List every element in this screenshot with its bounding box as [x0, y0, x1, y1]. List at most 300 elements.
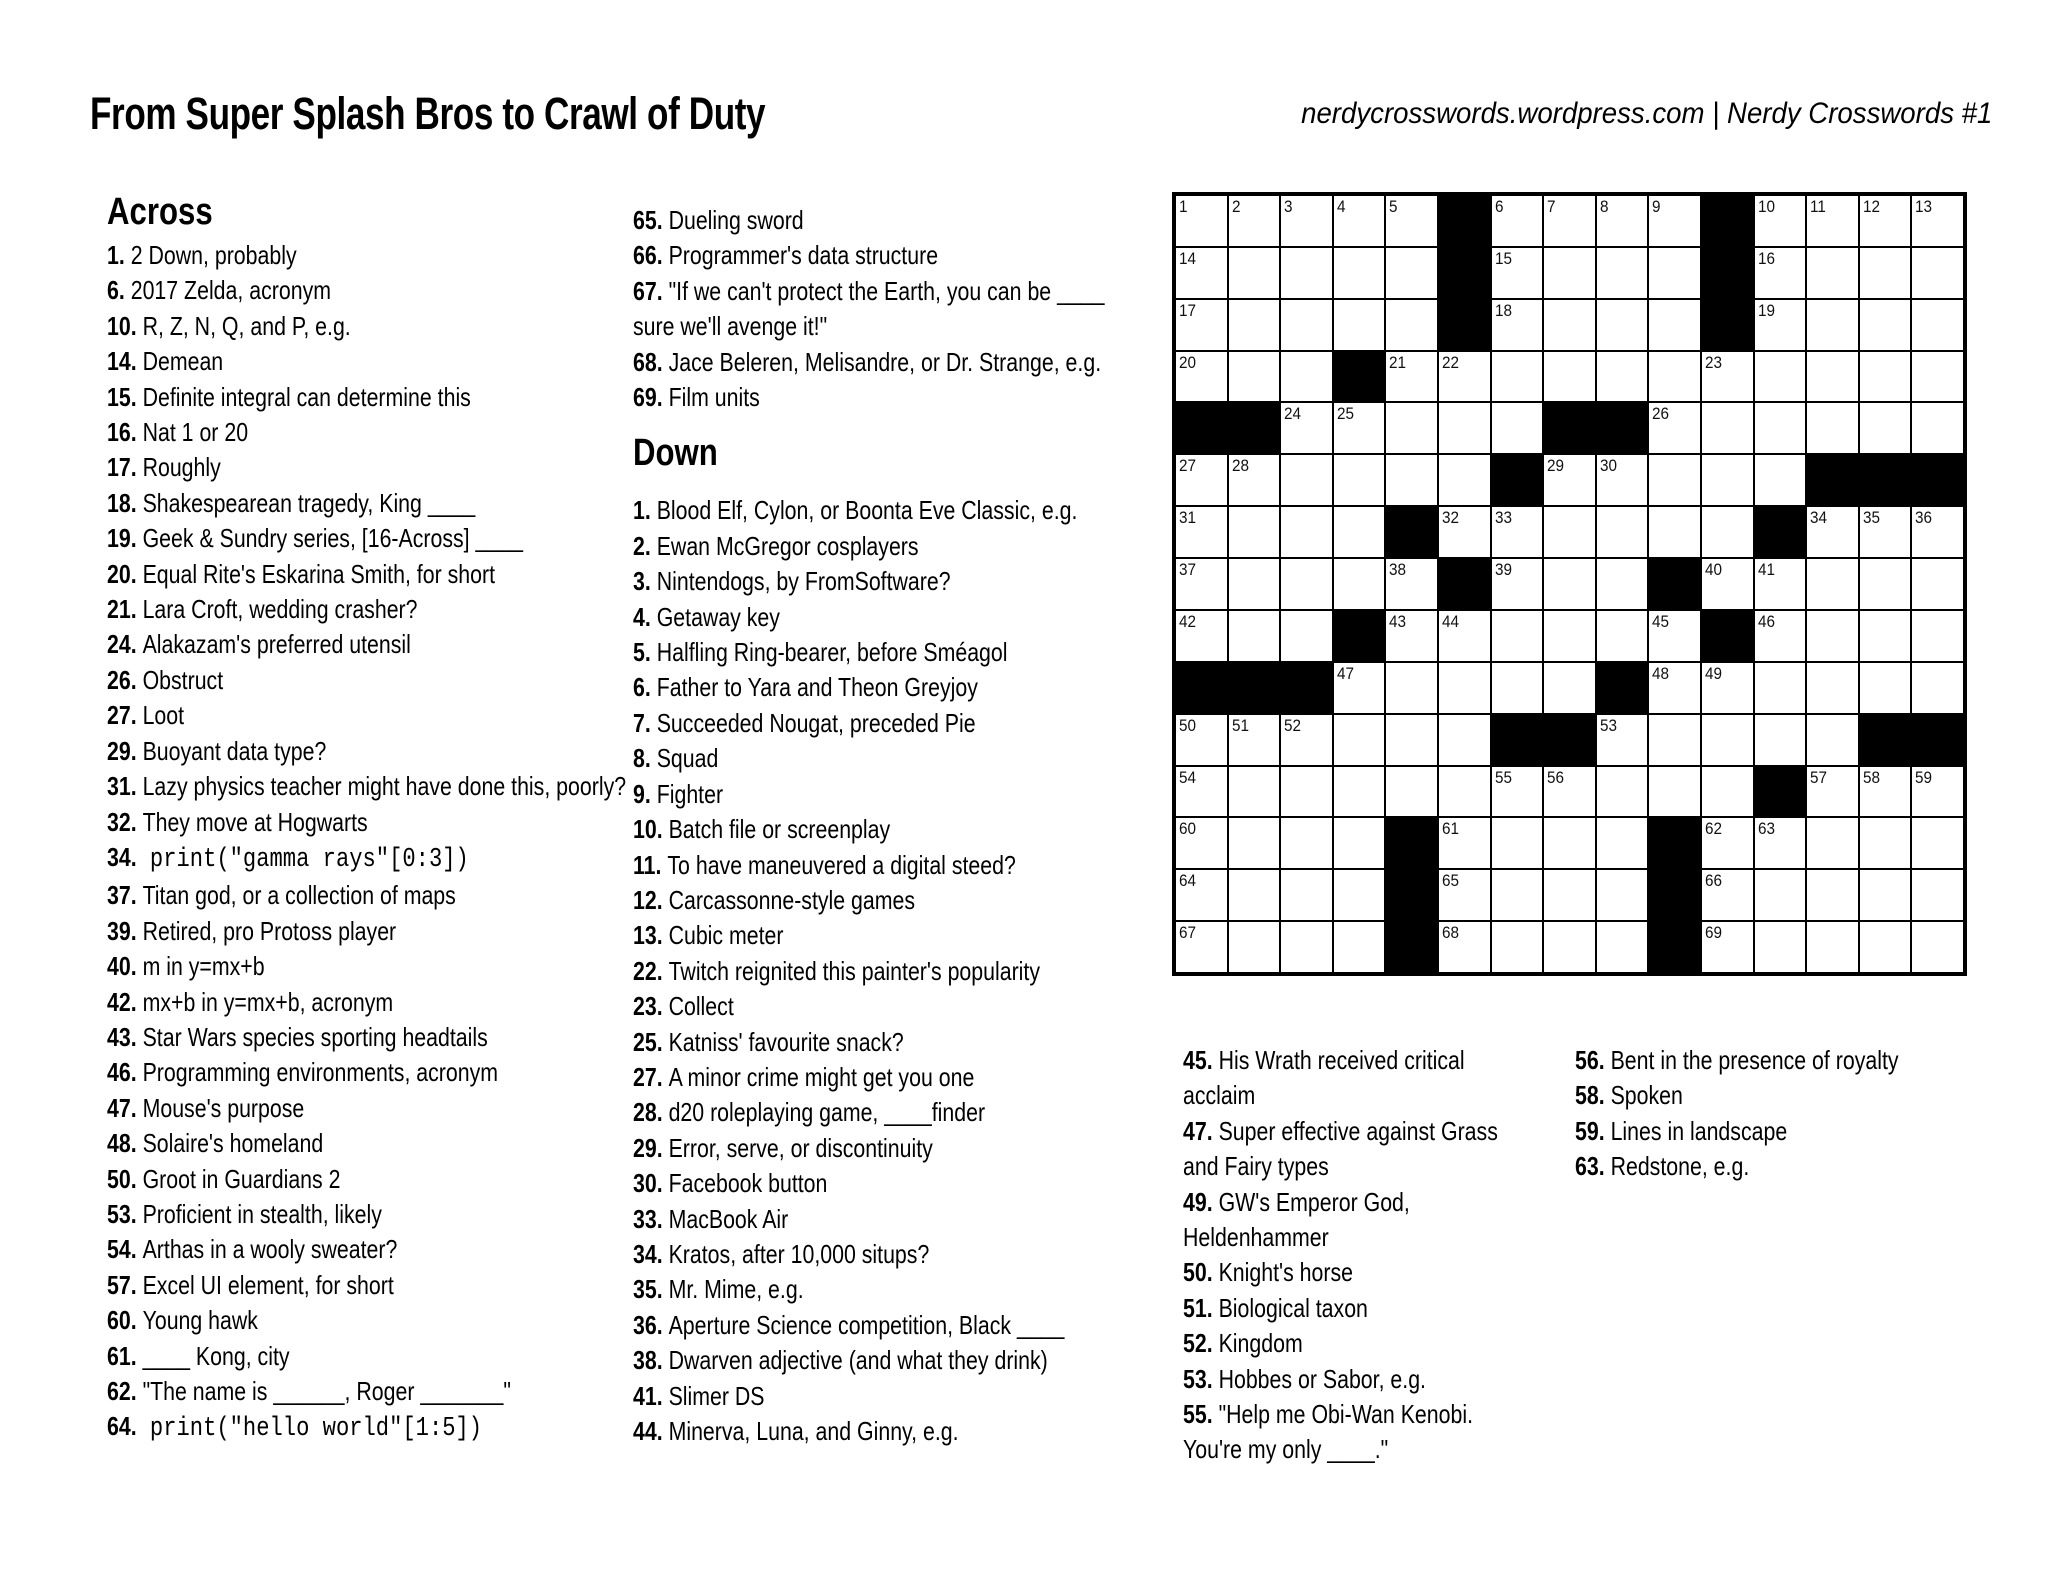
clue-text: Biological taxon	[1212, 1292, 1368, 1323]
grid-cell-r10c12[interactable]	[1754, 662, 1807, 714]
grid-cell-r13c15[interactable]	[1911, 817, 1964, 869]
grid-cell-r12c6[interactable]	[1438, 766, 1491, 818]
grid-cell-r2c14[interactable]	[1859, 247, 1912, 299]
grid-cell-r14c1[interactable]	[1175, 869, 1228, 921]
grid-cell-r8c5[interactable]	[1385, 558, 1438, 610]
grid-cell-r10c11[interactable]	[1701, 662, 1754, 714]
grid-cell-r10c6[interactable]	[1438, 662, 1491, 714]
grid-cell-r12c2[interactable]	[1228, 766, 1281, 818]
grid-cell-r15c4[interactable]	[1333, 921, 1386, 973]
grid-cell-r14c15[interactable]	[1911, 869, 1964, 921]
grid-cell-r3c1[interactable]	[1175, 299, 1228, 351]
grid-cell-r7c8[interactable]	[1543, 506, 1596, 558]
grid-cell-r4c3[interactable]	[1280, 351, 1333, 403]
clue-text: Equal Rite's Eskarina Smith, for short	[136, 558, 496, 589]
across-clues-column	[107, 190, 637, 1448]
grid-cell-r12c13[interactable]	[1806, 766, 1859, 818]
grid-cell-r8c7[interactable]	[1491, 558, 1544, 610]
down-clues-column-3	[1183, 1043, 1521, 1468]
grid-cell-r2c15[interactable]	[1911, 247, 1964, 299]
grid-cell-r11c10[interactable]	[1648, 714, 1701, 766]
grid-cell-r6c4[interactable]	[1333, 454, 1386, 506]
grid-cell-r11c5[interactable]	[1385, 714, 1438, 766]
grid-cell-number: 55	[1494, 767, 1512, 787]
grid-cell-r7c10[interactable]	[1648, 506, 1701, 558]
grid-cell-r12c9[interactable]	[1596, 766, 1649, 818]
grid-cell-number: 53	[1599, 715, 1617, 735]
clue-number: 68.	[633, 346, 663, 377]
grid-cell-number: 50	[1179, 715, 1197, 735]
grid-cell-r3c2[interactable]	[1228, 299, 1281, 351]
grid-cell-r14c2[interactable]	[1228, 869, 1281, 921]
grid-cell-r5c11[interactable]	[1701, 402, 1754, 454]
grid-cell-r5c12[interactable]	[1754, 402, 1807, 454]
grid-cell-r3c5[interactable]	[1385, 299, 1438, 351]
grid-cell-r13c9[interactable]	[1596, 817, 1649, 869]
grid-cell-r4c14[interactable]	[1859, 351, 1912, 403]
grid-cell-r5c13[interactable]	[1806, 402, 1859, 454]
grid-cell-r7c3[interactable]	[1280, 506, 1333, 558]
grid-cell-r4c5[interactable]	[1385, 351, 1438, 403]
grid-cell-r6c3[interactable]	[1280, 454, 1333, 506]
grid-cell-r13c12[interactable]	[1754, 817, 1807, 869]
clue-text: Kratos, after 10,000 situps?	[662, 1238, 930, 1269]
grid-cell-r1c10[interactable]	[1648, 195, 1701, 247]
grid-cell-r11c9[interactable]	[1596, 714, 1649, 766]
grid-cell-r13c2[interactable]	[1228, 817, 1281, 869]
grid-cell-r4c9[interactable]	[1596, 351, 1649, 403]
grid-cell-r13c7[interactable]	[1491, 817, 1544, 869]
clue-61	[107, 1339, 637, 1374]
grid-cell-r14c13[interactable]	[1806, 869, 1859, 921]
clue-text: Lara Croft, wedding crasher?	[136, 594, 418, 625]
grid-cell-r12c3[interactable]	[1280, 766, 1333, 818]
grid-cell-r13c3[interactable]	[1280, 817, 1333, 869]
grid-cell-r6c6[interactable]	[1438, 454, 1491, 506]
grid-cell-r15c7[interactable]	[1491, 921, 1544, 973]
clue-17	[107, 450, 637, 485]
clue-text: Buoyant data type?	[136, 735, 327, 766]
grid-cell-r6c2[interactable]	[1228, 454, 1281, 506]
grid-cell-r1c12[interactable]	[1754, 195, 1807, 247]
grid-black-cell	[1701, 610, 1754, 662]
grid-cell-r6c1[interactable]	[1175, 454, 1228, 506]
grid-black-cell	[1701, 299, 1754, 351]
grid-cell-r5c3[interactable]	[1280, 402, 1333, 454]
grid-cell-number: 45	[1652, 611, 1670, 631]
clue-number: 69.	[633, 382, 663, 413]
grid-cell-r8c9[interactable]	[1596, 558, 1649, 610]
grid-cell-r1c3[interactable]	[1280, 195, 1333, 247]
grid-cell-r12c5[interactable]	[1385, 766, 1438, 818]
grid-cell-number: 23	[1704, 352, 1723, 372]
grid-cell-r14c8[interactable]	[1543, 869, 1596, 921]
grid-cell-r8c11[interactable]	[1701, 558, 1754, 610]
grid-cell-r3c9[interactable]	[1596, 299, 1649, 351]
grid-cell-r8c12[interactable]	[1754, 558, 1807, 610]
grid-cell-r11c4[interactable]	[1333, 714, 1386, 766]
grid-cell-number: 6	[1494, 197, 1504, 216]
grid-cell-r3c14[interactable]	[1859, 299, 1912, 351]
clue-55	[1183, 1397, 1521, 1468]
clue-text: Obstruct	[136, 664, 224, 695]
clue-number: 48.	[107, 1128, 137, 1159]
grid-cell-number: 20	[1179, 352, 1197, 372]
clue-number: 18.	[107, 487, 137, 518]
grid-cell-r14c11[interactable]	[1701, 869, 1754, 921]
grid-cell-r5c10[interactable]	[1648, 402, 1701, 454]
grid-cell-r1c2[interactable]	[1228, 195, 1281, 247]
grid-cell-number: 25	[1336, 404, 1354, 424]
grid-cell-r15c2[interactable]	[1228, 921, 1281, 973]
grid-cell-r9c2[interactable]	[1228, 610, 1281, 662]
grid-black-cell	[1491, 714, 1544, 766]
grid-cell-r10c15[interactable]	[1911, 662, 1964, 714]
clue-number: 11.	[633, 849, 662, 880]
clue-number: 29.	[633, 1132, 663, 1163]
grid-cell-number: 12	[1862, 197, 1880, 216]
grid-cell-number: 24	[1284, 404, 1302, 424]
grid-cell-number: 43	[1389, 611, 1407, 631]
clue-number: 51.	[1183, 1292, 1213, 1323]
grid-cell-r7c6[interactable]	[1438, 506, 1491, 558]
grid-cell-r10c5[interactable]	[1385, 662, 1438, 714]
grid-cell-r14c12[interactable]	[1754, 869, 1807, 921]
grid-cell-r1c4[interactable]	[1333, 195, 1386, 247]
clue-34	[633, 1237, 1135, 1272]
grid-cell-r13c13[interactable]	[1806, 817, 1859, 869]
clue-text: Collect	[662, 991, 734, 1022]
grid-cell-r8c1[interactable]	[1175, 558, 1228, 610]
clue-text: "Help me Obi-Wan Kenobi. You're my only ____."	[1183, 1399, 1474, 1465]
grid-cell-r9c10[interactable]	[1648, 610, 1701, 662]
clue-number: 37.	[107, 880, 137, 911]
grid-cell-r9c5[interactable]	[1385, 610, 1438, 662]
grid-cell-r10c8[interactable]	[1543, 662, 1596, 714]
grid-black-cell	[1648, 558, 1701, 610]
grid-cell-r11c11[interactable]	[1701, 714, 1754, 766]
grid-cell-r13c1[interactable]	[1175, 817, 1228, 869]
grid-black-cell	[1806, 454, 1859, 506]
grid-cell-r13c4[interactable]	[1333, 817, 1386, 869]
grid-cell-r14c7[interactable]	[1491, 869, 1544, 921]
grid-cell-r3c4[interactable]	[1333, 299, 1386, 351]
grid-cell-r11c3[interactable]	[1280, 714, 1333, 766]
grid-cell-r10c7[interactable]	[1491, 662, 1544, 714]
grid-cell-r11c13[interactable]	[1806, 714, 1859, 766]
grid-cell-r10c4[interactable]	[1333, 662, 1386, 714]
grid-cell-r6c5[interactable]	[1385, 454, 1438, 506]
grid-cell-r4c12[interactable]	[1754, 351, 1807, 403]
grid-cell-r9c3[interactable]	[1280, 610, 1333, 662]
grid-cell-r1c1[interactable]	[1175, 195, 1228, 247]
grid-cell-r7c4[interactable]	[1333, 506, 1386, 558]
grid-cell-r9c13[interactable]	[1806, 610, 1859, 662]
grid-cell-r5c6[interactable]	[1438, 402, 1491, 454]
clue-number: 60.	[107, 1305, 137, 1336]
grid-cell-r15c3[interactable]	[1280, 921, 1333, 973]
grid-cell-number: 22	[1441, 352, 1460, 372]
grid-cell-r7c14[interactable]	[1859, 506, 1912, 558]
clue-number: 59.	[1575, 1115, 1605, 1146]
clue-9	[633, 777, 1135, 812]
grid-black-cell	[1543, 402, 1596, 454]
clue-69	[633, 380, 1135, 415]
grid-cell-r1c5[interactable]	[1385, 195, 1438, 247]
grid-cell-r6c8[interactable]	[1543, 454, 1596, 506]
grid-cell-r2c4[interactable]	[1333, 247, 1386, 299]
grid-cell-number: 33	[1494, 508, 1512, 528]
grid-cell-r3c3[interactable]	[1280, 299, 1333, 351]
clue-10	[633, 812, 1135, 847]
grid-cell-r2c12[interactable]	[1754, 247, 1807, 299]
clue-5	[633, 635, 1135, 670]
grid-cell-r2c3[interactable]	[1280, 247, 1333, 299]
grid-cell-r9c9[interactable]	[1596, 610, 1649, 662]
grid-cell-r4c15[interactable]	[1911, 351, 1964, 403]
grid-cell-number: 1	[1179, 197, 1188, 216]
clue-23	[633, 989, 1135, 1024]
clue-14	[107, 344, 637, 379]
grid-cell-r8c2[interactable]	[1228, 558, 1281, 610]
clue-27	[633, 1060, 1135, 1095]
grid-cell-r2c10[interactable]	[1648, 247, 1701, 299]
grid-black-cell	[1648, 921, 1701, 973]
grid-cell-r15c6[interactable]	[1438, 921, 1491, 973]
grid-cell-r9c8[interactable]	[1543, 610, 1596, 662]
grid-cell-r2c5[interactable]	[1385, 247, 1438, 299]
clue-number: 44.	[633, 1416, 663, 1446]
grid-cell-number: 36	[1915, 508, 1933, 528]
grid-cell-r15c13[interactable]	[1806, 921, 1859, 973]
grid-cell-number: 59	[1915, 767, 1933, 787]
grid-cell-number: 32	[1441, 508, 1460, 528]
grid-cell-r4c8[interactable]	[1543, 351, 1596, 403]
grid-cell-number: 30	[1599, 456, 1617, 476]
clue-number: 19.	[107, 523, 137, 554]
grid-cell-r3c13[interactable]	[1806, 299, 1859, 351]
grid-cell-r2c1[interactable]	[1175, 247, 1228, 299]
grid-cell-r12c4[interactable]	[1333, 766, 1386, 818]
clue-text: d20 roleplaying game, ____finder	[662, 1097, 986, 1128]
grid-cell-r7c7[interactable]	[1491, 506, 1544, 558]
grid-cell-r7c2[interactable]	[1228, 506, 1281, 558]
clue-number: 50.	[107, 1163, 137, 1194]
grid-cell-number: 41	[1757, 560, 1775, 580]
grid-cell-r11c2[interactable]	[1228, 714, 1281, 766]
grid-cell-r15c1[interactable]	[1175, 921, 1228, 973]
grid-cell-r4c11[interactable]	[1701, 351, 1754, 403]
clue-text: ____ Kong, city	[136, 1340, 290, 1371]
grid-cell-r1c14[interactable]	[1859, 195, 1912, 247]
clue-6	[633, 670, 1135, 705]
grid-cell-r14c14[interactable]	[1859, 869, 1912, 921]
grid-cell-r5c7[interactable]	[1491, 402, 1544, 454]
clue-text: Twitch reignited this painter's popularity	[662, 955, 1041, 986]
grid-cell-r8c15[interactable]	[1911, 558, 1964, 610]
grid-cell-r14c6[interactable]	[1438, 869, 1491, 921]
grid-cell-r9c1[interactable]	[1175, 610, 1228, 662]
grid-cell-r8c3[interactable]	[1280, 558, 1333, 610]
clue-66	[633, 238, 1135, 273]
grid-cell-r7c1[interactable]	[1175, 506, 1228, 558]
grid-cell-r15c15[interactable]	[1911, 921, 1964, 973]
grid-cell-r8c14[interactable]	[1859, 558, 1912, 610]
grid-cell-r12c11[interactable]	[1701, 766, 1754, 818]
grid-cell-r8c13[interactable]	[1806, 558, 1859, 610]
grid-cell-number: 47	[1336, 663, 1354, 683]
grid-cell-r2c9[interactable]	[1596, 247, 1649, 299]
grid-cell-r7c13[interactable]	[1806, 506, 1859, 558]
clue-number: 64.	[107, 1411, 137, 1442]
grid-cell-r12c15[interactable]	[1911, 766, 1964, 818]
grid-cell-r3c7[interactable]	[1491, 299, 1544, 351]
grid-cell-r9c6[interactable]	[1438, 610, 1491, 662]
grid-cell-r3c8[interactable]	[1543, 299, 1596, 351]
clue-text: Carcassonne-style games	[662, 884, 916, 915]
grid-cell-number: 48	[1652, 663, 1670, 683]
grid-black-cell	[1438, 299, 1491, 351]
grid-cell-r5c5[interactable]	[1385, 402, 1438, 454]
grid-cell-r11c1[interactable]	[1175, 714, 1228, 766]
clue-text: Dueling sword	[662, 205, 804, 235]
clue-52	[1183, 1326, 1521, 1361]
clue-text: Definite integral can determine this	[136, 381, 471, 412]
grid-cell-r4c1[interactable]	[1175, 351, 1228, 403]
grid-cell-r13c11[interactable]	[1701, 817, 1754, 869]
grid-cell-number: 58	[1862, 767, 1880, 787]
clue-16	[107, 415, 637, 450]
clue-49	[1183, 1185, 1521, 1256]
grid-cell-r12c1[interactable]	[1175, 766, 1228, 818]
grid-cell-r7c11[interactable]	[1701, 506, 1754, 558]
grid-cell-r1c15[interactable]	[1911, 195, 1964, 247]
grid-cell-r14c3[interactable]	[1280, 869, 1333, 921]
grid-cell-r8c4[interactable]	[1333, 558, 1386, 610]
grid-cell-r6c9[interactable]	[1596, 454, 1649, 506]
grid-black-cell	[1438, 195, 1491, 247]
grid-cell-r11c12[interactable]	[1754, 714, 1807, 766]
clue-number: 34.	[107, 841, 137, 872]
grid-cell-number: 61	[1441, 819, 1460, 839]
clue-45	[1183, 1043, 1521, 1114]
grid-cell-r12c10[interactable]	[1648, 766, 1701, 818]
grid-cell-r13c6[interactable]	[1438, 817, 1491, 869]
grid-cell-r4c10[interactable]	[1648, 351, 1701, 403]
clue-number: 35.	[633, 1274, 663, 1305]
grid-cell-r9c15[interactable]	[1911, 610, 1964, 662]
clue-1	[633, 493, 1135, 528]
grid-cell-r15c14[interactable]	[1859, 921, 1912, 973]
grid-cell-r5c14[interactable]	[1859, 402, 1912, 454]
grid-cell-number: 7	[1547, 197, 1556, 216]
grid-cell-r13c14[interactable]	[1859, 817, 1912, 869]
grid-cell-r6c12[interactable]	[1754, 454, 1807, 506]
clue-text: Proficient in stealth, likely	[136, 1198, 382, 1229]
grid-cell-r12c14[interactable]	[1859, 766, 1912, 818]
grid-cell-r10c14[interactable]	[1859, 662, 1912, 714]
grid-cell-r11c6[interactable]	[1438, 714, 1491, 766]
grid-cell-r4c6[interactable]	[1438, 351, 1491, 403]
grid-cell-r1c13[interactable]	[1806, 195, 1859, 247]
clue-number: 42.	[107, 986, 137, 1017]
grid-black-cell	[1438, 247, 1491, 299]
grid-cell-r3c12[interactable]	[1754, 299, 1807, 351]
grid-cell-r1c7[interactable]	[1491, 195, 1544, 247]
grid-cell-r8c8[interactable]	[1543, 558, 1596, 610]
clue-29	[633, 1131, 1135, 1166]
grid-cell-number: 15	[1494, 248, 1512, 268]
clue-number: 65.	[633, 205, 663, 235]
grid-cell-number: 3	[1284, 197, 1293, 216]
grid-cell-r5c15[interactable]	[1911, 402, 1964, 454]
grid-cell-r13c8[interactable]	[1543, 817, 1596, 869]
grid-cell-r9c12[interactable]	[1754, 610, 1807, 662]
grid-cell-r14c9[interactable]	[1596, 869, 1649, 921]
grid-black-cell	[1648, 869, 1701, 921]
grid-cell-r9c7[interactable]	[1491, 610, 1544, 662]
grid-cell-r7c15[interactable]	[1911, 506, 1964, 558]
clue-text: Batch file or screenplay	[662, 814, 891, 845]
clue-62	[107, 1374, 637, 1409]
clue-number: 47.	[1183, 1115, 1213, 1146]
grid-cell-number: 19	[1757, 300, 1775, 320]
grid-cell-r1c8[interactable]	[1543, 195, 1596, 247]
grid-cell-r15c12[interactable]	[1754, 921, 1807, 973]
clue-number: 28.	[633, 1097, 663, 1128]
grid-cell-r6c10[interactable]	[1648, 454, 1701, 506]
grid-cell-r12c7[interactable]	[1491, 766, 1544, 818]
clue-number: 46.	[107, 1057, 137, 1088]
grid-cell-r1c9[interactable]	[1596, 195, 1649, 247]
clue-8	[633, 741, 1135, 776]
grid-cell-r6c11[interactable]	[1701, 454, 1754, 506]
grid-cell-number: 64	[1179, 871, 1197, 891]
across-clue-list	[107, 238, 637, 1448]
grid-cell-r4c2[interactable]	[1228, 351, 1281, 403]
grid-cell-r4c7[interactable]	[1491, 351, 1544, 403]
grid-cell-number: 46	[1757, 611, 1775, 631]
grid-cell-number: 21	[1389, 352, 1407, 372]
grid-cell-number: 51	[1231, 715, 1249, 735]
grid-cell-r5c4[interactable]	[1333, 402, 1386, 454]
grid-cell-number: 57	[1810, 767, 1828, 787]
grid-cell-r4c13[interactable]	[1806, 351, 1859, 403]
grid-cell-r14c4[interactable]	[1333, 869, 1386, 921]
grid-cell-r12c8[interactable]	[1543, 766, 1596, 818]
clue-text: Alakazam's preferred utensil	[136, 629, 411, 660]
clue-number: 29.	[107, 735, 137, 766]
grid-cell-r7c9[interactable]	[1596, 506, 1649, 558]
clue-31	[107, 769, 637, 804]
grid-cell-r3c15[interactable]	[1911, 299, 1964, 351]
grid-cell-r9c14[interactable]	[1859, 610, 1912, 662]
clue-text: Nintendogs, by FromSoftware?	[650, 566, 951, 597]
grid-cell-r15c8[interactable]	[1543, 921, 1596, 973]
grid-cell-r2c7[interactable]	[1491, 247, 1544, 299]
grid-cell-r10c10[interactable]	[1648, 662, 1701, 714]
grid-cell-r3c10[interactable]	[1648, 299, 1701, 351]
grid-cell-r15c11[interactable]	[1701, 921, 1754, 973]
clue-text: Nat 1 or 20	[136, 417, 249, 448]
grid-cell-r2c13[interactable]	[1806, 247, 1859, 299]
grid-cell-r15c9[interactable]	[1596, 921, 1649, 973]
grid-cell-r10c13[interactable]	[1806, 662, 1859, 714]
grid-cell-r2c8[interactable]	[1543, 247, 1596, 299]
grid-black-cell	[1228, 402, 1281, 454]
clue-15	[107, 380, 637, 415]
grid-cell-r2c2[interactable]	[1228, 247, 1281, 299]
